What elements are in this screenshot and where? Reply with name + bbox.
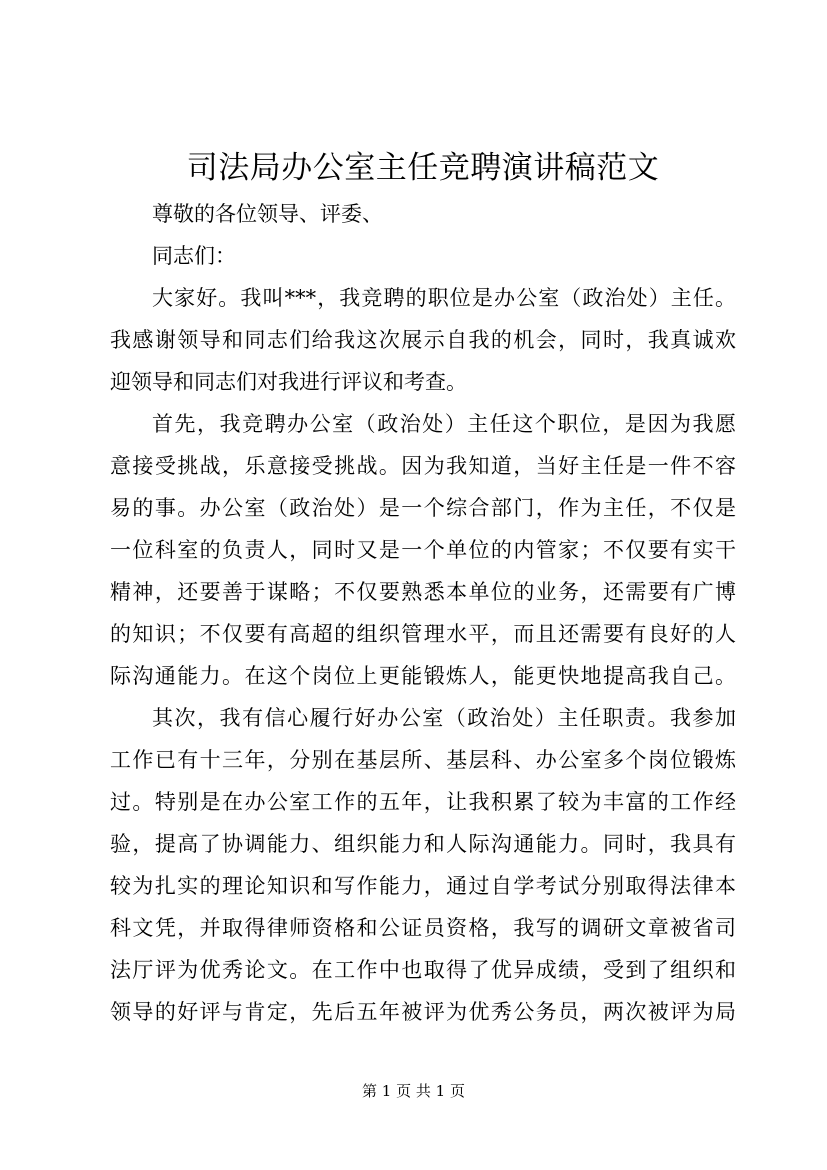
body-line: 尊敬的各位领导、评委、 bbox=[152, 202, 383, 226]
body-line: 较为扎实的理论知识和写作能力，通过自学考试分别取得法律本 bbox=[110, 874, 736, 898]
body-line: 验，提高了协调能力、组织能力和人际沟通能力。同时，我具有 bbox=[110, 832, 736, 856]
body-line: 科文凭，并取得律师资格和公证员资格，我写的调研文章被省司 bbox=[110, 916, 736, 940]
body-line: 一位科室的负责人，同时又是一个单位的内管家；不仅要有实干 bbox=[110, 538, 736, 562]
body-line: 我感谢领导和同志们给我这次展示自我的机会，同时，我真诚欢 bbox=[110, 328, 736, 352]
body-line: 法厅评为优秀论文。在工作中也取得了优异成绩，受到了组织和 bbox=[110, 958, 736, 982]
body-line: 领导的好评与肯定，先后五年被评为优秀公务员，两次被评为局 bbox=[110, 1000, 736, 1024]
body-line: 际沟通能力。在这个岗位上更能锻炼人，能更快地提高我自己。 bbox=[110, 664, 736, 688]
body-line: 其次，我有信心履行好办公室（政治处）主任职责。我参加 bbox=[152, 706, 736, 730]
body-line: 精神，还要善于谋略；不仅要熟悉本单位的业务，还需要有广博 bbox=[110, 580, 736, 604]
body-line: 首先，我竞聘办公室（政治处）主任这个职位，是因为我愿 bbox=[152, 412, 736, 436]
body-line: 大家好。我叫***，我竞聘的职位是办公室（政治处）主任。 bbox=[152, 286, 736, 310]
page-number-footer: 第 1 页 共 1 页 bbox=[362, 1082, 465, 1100]
body-line: 易的事。办公室（政治处）是一个综合部门，作为主任，不仅是 bbox=[110, 496, 736, 520]
body-line: 意接受挑战，乐意接受挑战。因为我知道，当好主任是一件不容 bbox=[110, 454, 736, 478]
body-line: 过。特别是在办公室工作的五年，让我积累了较为丰富的工作经 bbox=[110, 790, 736, 814]
body-line: 的知识；不仅要有高超的组织管理水平，而且还需要有良好的人 bbox=[110, 622, 736, 646]
body-line: 同志们： bbox=[152, 244, 236, 268]
document-title: 司法局办公室主任竞聘演讲稿范文 bbox=[186, 150, 660, 186]
body-line: 工作已有十三年，分别在基层所、基层科、办公室多个岗位锻炼 bbox=[110, 748, 736, 772]
body-line: 迎领导和同志们对我进行评议和考查。 bbox=[110, 370, 467, 394]
